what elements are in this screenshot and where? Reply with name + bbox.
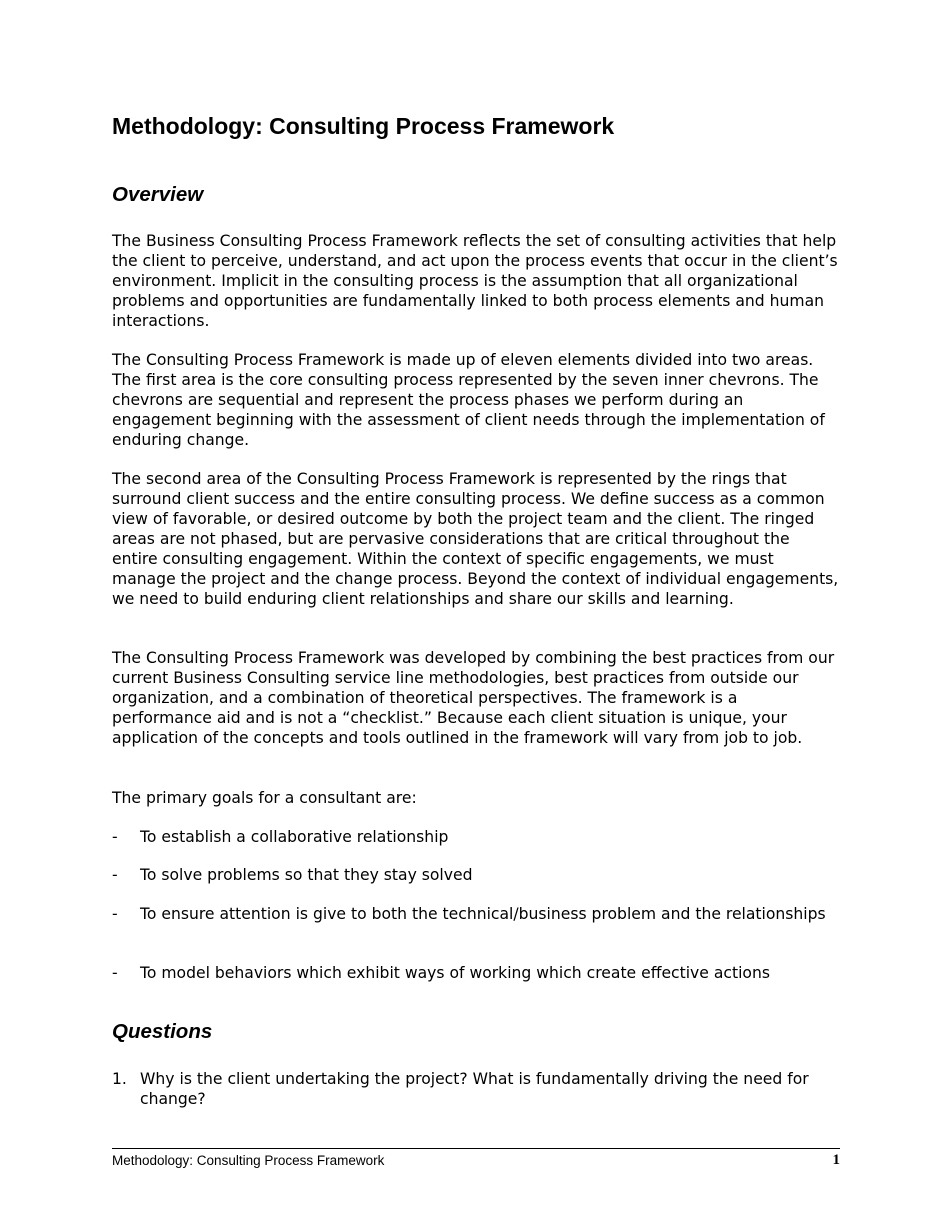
goal-text: To establish a collaborative relationship — [140, 828, 449, 846]
overview-paragraph-4: The Consulting Process Framework was developed by combining the best practices from our current Business Consulting service line methodologies, best practices from outside our organization, and a combination of theoretical perspectives. The framework is a performance aid and is not a “checklist.” Because each client situation is unique, your application of the concepts and tools outlined in the framework will vary from job to job. — [112, 649, 835, 747]
footer-title: Methodology: Consulting Process Framework — [112, 1153, 385, 1168]
bullet-marker: - — [112, 828, 118, 846]
question-text: Why is the client undertaking the project? What is fundamentally driving the need for change? — [140, 1070, 809, 1108]
question-number: 1. — [112, 1070, 127, 1088]
goal-text: To model behaviors which exhibit ways of working which create effective actions — [140, 964, 770, 982]
footer-divider — [112, 1148, 840, 1149]
goals-intro: The primary goals for a consultant are: — [112, 789, 417, 807]
goal-text: To ensure attention is give to both the technical/business problem and the relationships — [140, 905, 826, 923]
bullet-marker: - — [112, 964, 118, 982]
page-number: 1 — [832, 1152, 840, 1168]
overview-paragraph-1: The Business Consulting Process Framework reflects the set of consulting activities that help the client to perceive, understand, and act upon the process events that occur in the client’s environment. Implicit in the consulting process is the assumption that all organizational problems and opportunities are fundamentally linked to both process elements and human interactions. — [112, 232, 838, 330]
bullet-marker: - — [112, 905, 118, 923]
goal-text: To solve problems so that they stay solved — [140, 866, 473, 884]
overview-paragraph-3: The second area of the Consulting Process Framework is represented by the rings that surround client success and the entire consulting process. We define success as a common view of favorable, or desired outcome by both the project team and the client. The ringed areas are not phased, but are pervasive considerations that are critical throughout the entire consulting engagement. Within the context of specific engagements, we must manage the project and the change process. Beyond the context of individual engagements, we need to build enduring client relationships and share our skills and learning. — [112, 470, 839, 608]
document-title: Methodology: Consulting Process Framework — [112, 113, 615, 139]
overview-heading: Overview — [112, 183, 204, 206]
document-page — [112, 0, 840, 1230]
bullet-marker: - — [112, 866, 118, 884]
overview-paragraph-2: The Consulting Process Framework is made up of eleven elements divided into two areas. The first area is the core consulting process represented by the seven inner chevrons. The chevrons are sequential and represent the process phases we perform during an engagement beginning with the assessment of client needs through the implementation of enduring change. — [112, 351, 825, 449]
questions-heading: Questions — [112, 1020, 213, 1043]
